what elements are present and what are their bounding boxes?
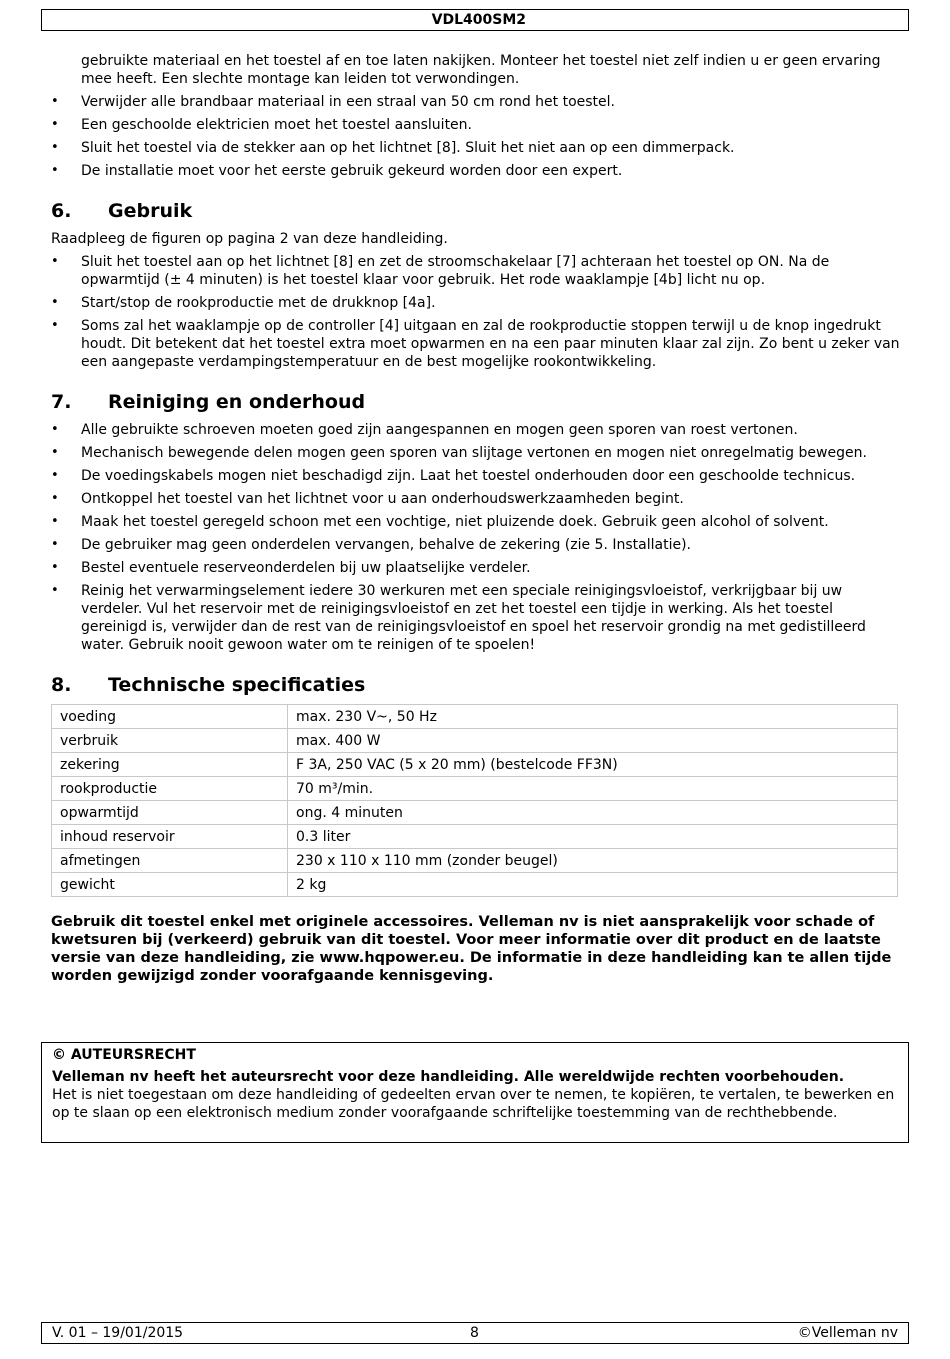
list-item: • Verwijder alle brandbaar materiaal in een straal van 50 cm rond het toestel. xyxy=(51,93,901,111)
list-item: • Ontkoppel het toestel van het lichtnet voor u aan onderhoudswerkzaamheden begint. xyxy=(51,490,901,508)
spec-key: verbruik xyxy=(52,729,288,753)
spec-key: opwarmtijd xyxy=(52,801,288,825)
spec-value: max. 400 W xyxy=(288,729,898,753)
list-item: • Bestel eventuele reserveonderdelen bij uw plaatselijke verdeler. xyxy=(51,559,901,577)
spec-key: afmetingen xyxy=(52,849,288,873)
gebruik-bullets xyxy=(51,253,901,371)
spec-key: gewicht xyxy=(52,873,288,897)
section-number: 8. xyxy=(51,674,72,696)
page-footer xyxy=(41,1322,909,1344)
spec-value: ong. 4 minuten xyxy=(288,801,898,825)
list-item: • De gebruiker mag geen onderdelen vervangen, behalve de zekering (zie 5. Installatie). xyxy=(51,536,901,554)
spec-key: rookproductie xyxy=(52,777,288,801)
table-row xyxy=(52,777,898,801)
section-heading-specificaties xyxy=(51,672,901,698)
list-item: • De voedingskabels mogen niet beschadigd zijn. Laat het toestel onderhouden door een geschoolde technicus. xyxy=(51,467,901,485)
intro-bullets xyxy=(51,93,901,180)
intro-continuation: gebruikte materiaal en het toestel af en toe laten nakijken. Monteer het toestel niet zelf indien u er geen ervaring mee heeft. Een slechte montage kan leiden tot verwondingen. xyxy=(81,53,881,87)
spec-value: 70 m³/min. xyxy=(288,777,898,801)
list-item: • Soms zal het waaklampje op de controller [4] uitgaan en zal de rookproductie stoppen terwijl u de knop ingedrukt houdt. Dit betekent dat het toestel extra moet opwarmen en na een paar minuten klaar zal zijn. Zo bent u zeker van een aangepaste verdampingstemperatuur en de best mogelijke rookontwikkeling. xyxy=(51,317,901,371)
list-item: • Maak het toestel geregeld schoon met een vochtige, niet pluizende doek. Gebruik geen alcohol of solvent. xyxy=(51,513,901,531)
list-item: • Een geschoolde elektricien moet het toestel aansluiten. xyxy=(51,116,901,134)
copyright-statement: Velleman nv heeft het auteursrecht voor deze handleiding. Alle wereldwijde rechten voorbehouden. xyxy=(52,1069,845,1085)
spec-key: voeding xyxy=(52,705,288,729)
list-item-text: Sluit het toestel via de stekker aan op het lichtnet [8]. Sluit het niet aan op een dimmerpack. xyxy=(81,140,735,156)
list-item: • Start/stop de rookproductie met de drukknop [4a]. xyxy=(51,294,901,312)
copyright-box xyxy=(41,1042,909,1143)
page-content xyxy=(51,52,901,985)
table-row xyxy=(52,849,898,873)
list-item: • De installatie moet voor het eerste gebruik gekeurd worden door een expert. xyxy=(51,162,901,180)
page-header xyxy=(41,9,909,31)
footer-page-number: 8 xyxy=(470,1325,479,1341)
header-title: VDL400SM2 xyxy=(431,12,526,28)
table-row xyxy=(52,825,898,849)
spec-key: inhoud reservoir xyxy=(52,825,288,849)
list-item: • Alle gebruikte schroeven moeten goed zijn aangespannen en mogen geen sporen van roest vertonen. xyxy=(51,421,901,439)
list-item: • Sluit het toestel aan op het lichtnet [8] en zet de stroomschakelaar [7] achteraan het toestel op ON. Na de opwarmtijd (± 4 minuten) is het toestel klaar voor gebruik. Het rode waaklampje [4b] licht nu op. xyxy=(51,253,901,289)
table-row xyxy=(52,753,898,777)
section-title: Reiniging en onderhoud xyxy=(108,391,366,413)
table-row xyxy=(52,873,898,897)
section-lead: Raadpleeg de figuren op pagina 2 van deze handleiding. xyxy=(51,231,448,247)
section-title: Gebruik xyxy=(108,200,193,222)
table-row xyxy=(52,801,898,825)
section-number: 7. xyxy=(51,391,72,413)
table-row xyxy=(52,705,898,729)
list-item: • Reinig het verwarmingselement iedere 30 werkuren met een speciale reinigingsvloeistof, verkrijgbaar bij uw verdeler. Vul het reservoir met de reinigingsvloeistof en zet het toestel een tijdje in werking. Als het toestel gereinigd is, verwijder dan de rest van de reinigingsvloeistof en spoel het reservoir grondig na met gedistilleerd water. Gebruik nooit gewoon water om te reinigen of te spoelen! xyxy=(51,582,901,654)
copyright-title: © AUTEURSRECHT xyxy=(52,1047,196,1063)
section-title: Technische specificaties xyxy=(108,674,366,696)
footer-brand: ©Velleman nv xyxy=(797,1325,898,1341)
reiniging-bullets xyxy=(51,421,901,654)
spec-value: F 3A, 250 VAC (5 x 20 mm) (bestelcode FF3N) xyxy=(288,753,898,777)
spec-value: 2 kg xyxy=(288,873,898,897)
spec-table xyxy=(51,704,898,897)
copyright-body: Het is niet toegestaan om deze handleiding of gedeelten ervan over te nemen, te kopiëren, te vertalen, te bewerken en op te slaan op een elektronisch medium zonder voorafgaande schriftelijke toestemming van de rechthebbende. xyxy=(52,1087,895,1121)
spec-key: zekering xyxy=(52,753,288,777)
table-row xyxy=(52,729,898,753)
footer-version: V. 01 – 19/01/2015 xyxy=(52,1325,184,1341)
spec-value: max. 230 V~, 50 Hz xyxy=(288,705,898,729)
section-number: 6. xyxy=(51,200,72,222)
accessories-notice: Gebruik dit toestel enkel met originele accessoires. Velleman nv is niet aansprakelijk voor schade of kwetsuren bij (verkeerd) gebruik van dit toestel. Voor meer informatie over dit product en de laatste versie van deze handleiding, zie www.hqpower.eu. De informatie in deze handleiding kan te allen tijde worden gewijzigd zonder voorafgaande kennisgeving. xyxy=(51,914,892,984)
list-item: • Mechanisch bewegende delen mogen geen sporen van slijtage vertonen en mogen niet onregelmatig bewegen. xyxy=(51,444,901,462)
section-heading-gebruik xyxy=(51,198,901,224)
spec-value: 0.3 liter xyxy=(288,825,898,849)
spec-value: 230 x 110 x 110 mm (zonder beugel) xyxy=(288,849,898,873)
list-item xyxy=(51,139,901,157)
section-heading-reiniging xyxy=(51,389,901,415)
